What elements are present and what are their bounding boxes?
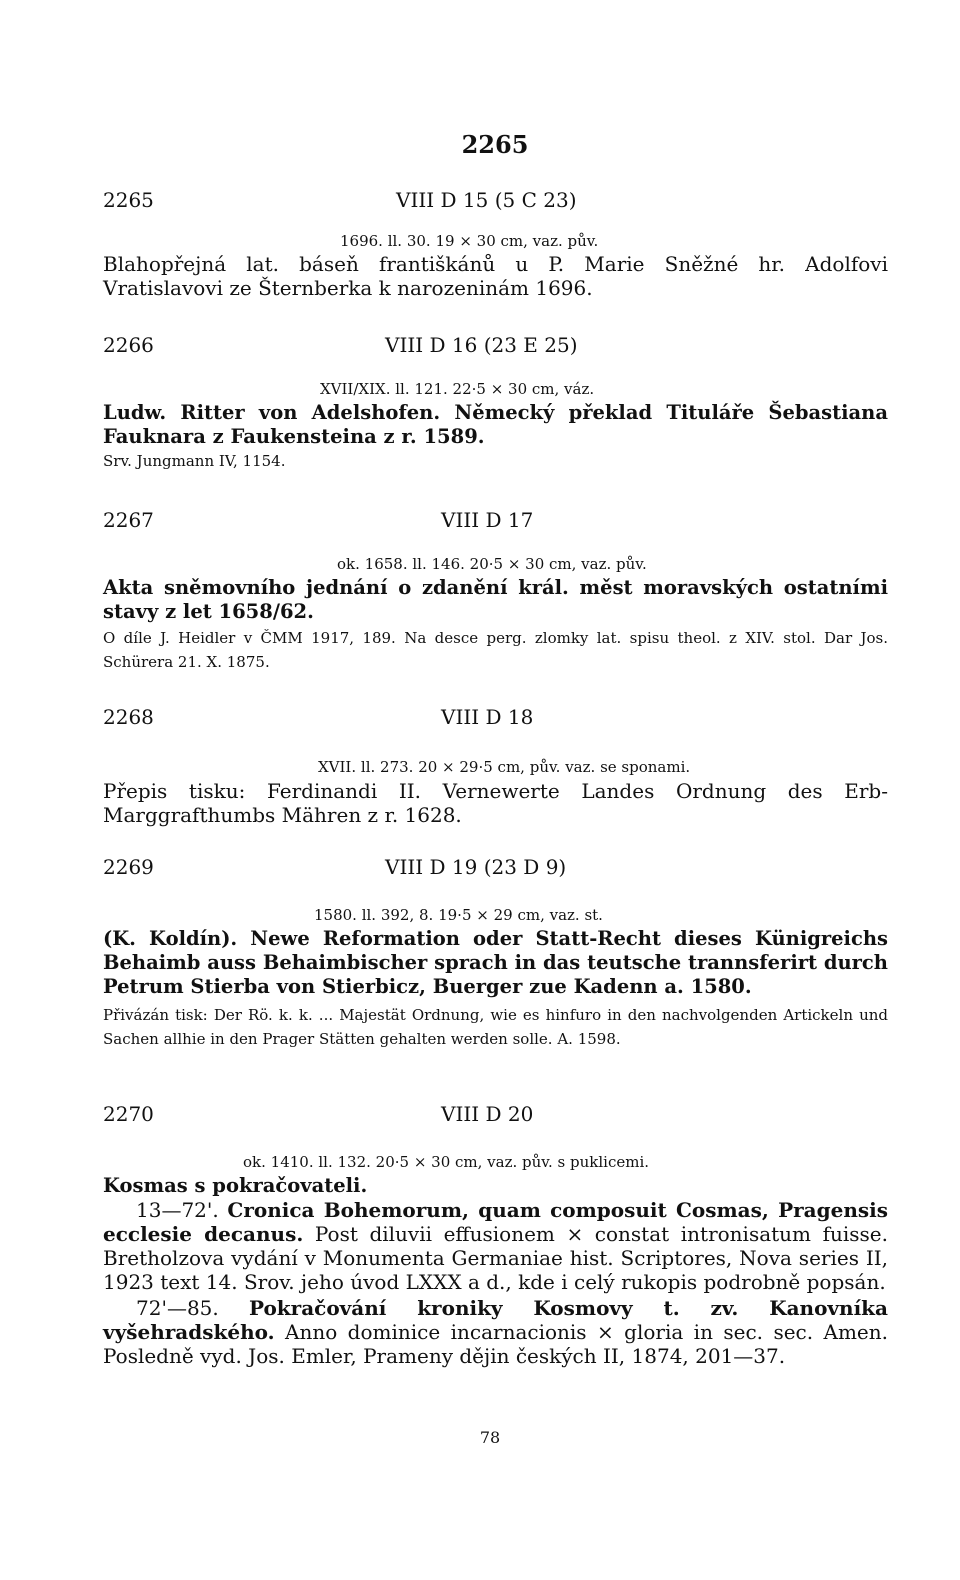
work-title: Pokračování kroniky Kosmovy t. zv. Kanovníka vyšehradského.: [103, 1296, 888, 1344]
running-head: 2265: [461, 130, 529, 159]
entry-2268: [103, 705, 888, 827]
work-description: Post diluvii effusionem × constat intronisatum fuisse. Bretholzova vydání v Monumenta Germaniae hist. Scriptores, Nova series II, 1923 text 14. Srov. jeho úvod LXXX a d., kde i celý rukopis podrobně popsán.: [103, 1222, 888, 1294]
entry-title: Akta sněmovního jednání o zdanění král. měst moravských ostatními stavy z let 1658/62.: [103, 576, 888, 623]
entry-title: (K. Koldín). Newe Reformation oder Statt-Recht dieses Künigreichs Behaimb auss Behaimbischer sprach in das teutsche trannsferirt durch Petrum Stierba von Stierbicz, Buerger zue Kadenn a. 1580.: [103, 927, 888, 998]
entry-number: 2269: [103, 855, 154, 879]
entry-number: 2270: [103, 1102, 154, 1126]
entry-meta: 1696. ll. 30. 19 × 30 cm, vaz. pův.: [340, 232, 599, 250]
entry-paragraph-1: [103, 1198, 888, 1294]
entry-meta: 1580. ll. 392, 8. 19·5 × 29 cm, vaz. st.: [314, 906, 603, 924]
entry-header: [103, 508, 888, 538]
entry-note: Přivázán tisk: Der Rö. k. k. ... Majestät Ordnung, wie es hinfuro in den nachvolgenden Artickeln und Sachen allhie in den Prager Stätten gehalten werden solle. A. 1598.: [103, 1006, 888, 1048]
entry-meta: XVII/XIX. ll. 121. 22·5 × 30 cm, váz.: [320, 380, 595, 398]
entry-header: [103, 705, 888, 735]
shelfmark: VIII D 15 (5 C 23): [396, 188, 577, 212]
shelfmark: VIII D 16 (23 E 25): [385, 333, 578, 357]
folio-range: 72'—85.: [136, 1296, 219, 1320]
work-title: Cronica Bohemorum, quam composuit Cosmas, Pragensis ecclesie decanus.: [103, 1198, 889, 1246]
entry-2267: [103, 508, 888, 674]
entry-header: [103, 333, 888, 363]
entry-meta: XVII. ll. 273. 20 × 29·5 cm, pův. vaz. se sponami.: [318, 758, 691, 776]
entry-2266: [103, 333, 888, 473]
entry-text: Přepis tisku: Ferdinandi II. Vernewerte Landes Ordnung des Erb-Marggrafthumbs Mähren z r. 1628.: [103, 779, 888, 827]
entry-number: 2268: [103, 705, 154, 729]
shelfmark: VIII D 17: [441, 508, 534, 532]
entry-2270: [103, 1102, 888, 1368]
entry-header: [103, 188, 888, 218]
shelfmark: VIII D 19 (23 D 9): [385, 855, 567, 879]
shelfmark: VIII D 18: [441, 705, 534, 729]
entry-2265: [103, 188, 888, 300]
entry-title: Kosmas s pokračovateli.: [103, 1174, 368, 1197]
entry-note: O díle J. Heidler v ČMM 1917, 189. Na desce perg. zlomky lat. spisu theol. z XIV. stol. Dar Jos. Schürera 21. X. 1875.: [103, 629, 888, 671]
work-description: Anno dominice incarnacionis × gloria in sec. sec. Amen. Posledně vyd. Jos. Emler, Prameny dějin českých II, 1874, 201—37.: [103, 1320, 889, 1368]
entry-number: 2267: [103, 508, 154, 532]
entry-number: 2265: [103, 188, 154, 212]
entry-header: [103, 855, 888, 885]
folio-range: 13—72'.: [136, 1198, 219, 1222]
entry-2269: [103, 855, 888, 1051]
entry-number: 2266: [103, 333, 154, 357]
entry-note: Srv. Jungmann IV, 1154.: [103, 452, 286, 470]
entry-paragraph-2: [103, 1296, 888, 1368]
entry-meta: ok. 1658. ll. 146. 20·5 × 30 cm, vaz. pův.: [337, 555, 647, 573]
entry-meta: ok. 1410. ll. 132. 20·5 × 30 cm, vaz. pův. s puklicemi.: [243, 1153, 650, 1171]
page-number: 78: [479, 1428, 501, 1447]
entry-header: [103, 1102, 888, 1132]
entry-text: Blahopřejná lat. báseň františkánů u P. Marie Sněžné hr. Adolfovi Vratislavovi ze Šternberka k narozeninám 1696.: [103, 252, 888, 300]
shelfmark: VIII D 20: [441, 1102, 534, 1126]
entry-title: Ludw. Ritter von Adelshofen. Německý překlad Tituláře Šebastiana Fauknara z Faukensteina z r. 1589.: [103, 401, 888, 448]
